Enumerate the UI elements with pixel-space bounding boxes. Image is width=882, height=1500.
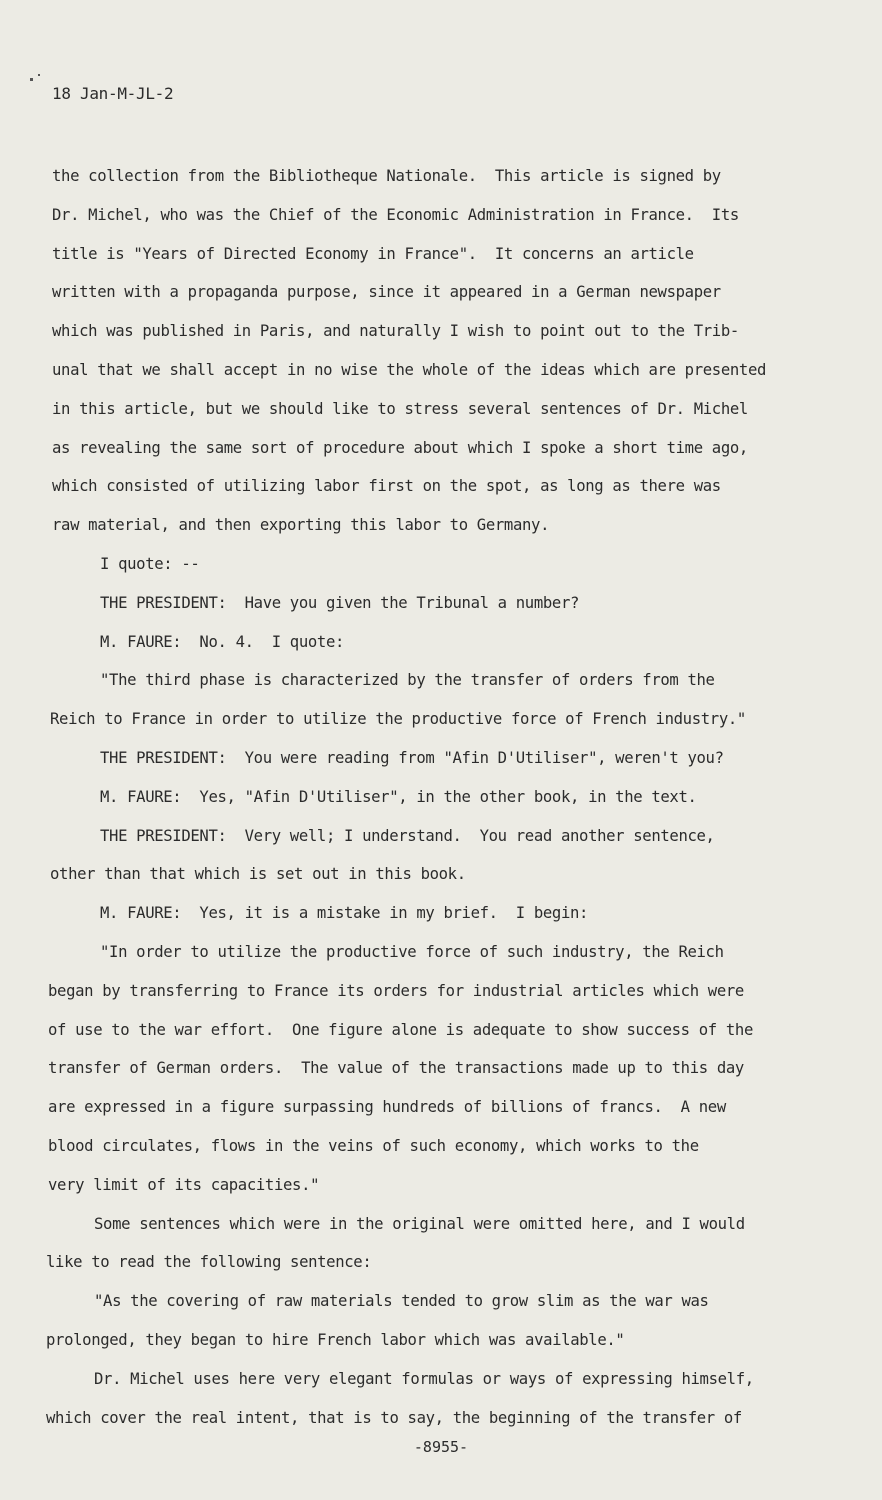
text-line: prolonged, they began to hire French labor which was available."	[46, 1330, 625, 1349]
text-line: other than that which is set out in this book.	[50, 865, 466, 884]
text-line: THE PRESIDENT: Very well; I understand. You read another sentence,	[100, 826, 715, 845]
text-line: M. FAURE: Yes, "Afin D'Utiliser", in the other book, in the text.	[100, 787, 697, 806]
text-line: Some sentences which were in the original were omitted here, and I would	[94, 1214, 745, 1233]
text-line: "As the covering of raw materials tended to grow slim as the war was	[94, 1292, 709, 1311]
text-line: I quote: --	[100, 554, 200, 573]
text-line: as revealing the same sort of procedure about which I spoke a short time ago,	[52, 438, 748, 457]
text-line: M. FAURE: Yes, it is a mistake in my brief. I begin:	[100, 904, 589, 923]
text-line: Dr. Michel, who was the Chief of the Economic Administration in France. Its	[52, 205, 739, 224]
text-line: "The third phase is characterized by the transfer of orders from the	[100, 671, 715, 690]
document-body	[46, 157, 826, 1437]
text-line: of use to the war effort. One figure alone is adequate to show success of the	[48, 1020, 753, 1039]
text-line: in this article, but we should like to stress several sentences of Dr. Michel	[52, 399, 748, 418]
page-number: -8955-	[413, 1438, 469, 1456]
text-line: THE PRESIDENT: Have you given the Tribunal a number?	[100, 593, 580, 612]
text-line: transfer of German orders. The value of the transactions made up to this day	[48, 1059, 744, 1078]
text-line: THE PRESIDENT: You were reading from "Afin D'Utiliser", weren't you?	[100, 748, 724, 767]
text-line: Dr. Michel uses here very elegant formulas or ways of expressing himself,	[94, 1369, 754, 1388]
text-line: M. FAURE: No. 4. I quote:	[100, 632, 345, 651]
text-line: began by transferring to France its orders for industrial articles which were	[48, 981, 744, 1000]
text-line: very limit of its capacities."	[48, 1175, 320, 1194]
text-line: which cover the real intent, that is to say, the beginning of the transfer of	[46, 1408, 742, 1427]
margin-mark	[38, 74, 40, 76]
text-line: unal that we shall accept in no wise the whole of the ideas which are presented	[52, 360, 767, 379]
text-line: raw material, and then exporting this labor to Germany.	[52, 516, 550, 535]
text-line: written with a propaganda purpose, since it appeared in a German newspaper	[52, 283, 721, 302]
text-line: title is "Years of Directed Economy in France". It concerns an article	[52, 244, 694, 263]
text-line: are expressed in a figure surpassing hundreds of billions of francs. A new	[48, 1098, 726, 1117]
text-line: which consisted of utilizing labor first on the spot, as long as there was	[52, 477, 721, 496]
text-line: which was published in Paris, and naturally I wish to point out to the Trib-	[52, 322, 739, 341]
text-line: Reich to France in order to utilize the productive force of French industry."	[50, 710, 746, 729]
page-header: 18 Jan-M-JL-2	[52, 84, 174, 103]
margin-mark	[30, 78, 33, 81]
text-line: the collection from the Bibliotheque Nationale. This article is signed by	[52, 167, 721, 185]
text-line: blood circulates, flows in the veins of such economy, which works to the	[48, 1136, 699, 1155]
text-line: "In order to utilize the productive force of such industry, the Reich	[100, 942, 724, 961]
text-line: like to read the following sentence:	[46, 1253, 372, 1272]
